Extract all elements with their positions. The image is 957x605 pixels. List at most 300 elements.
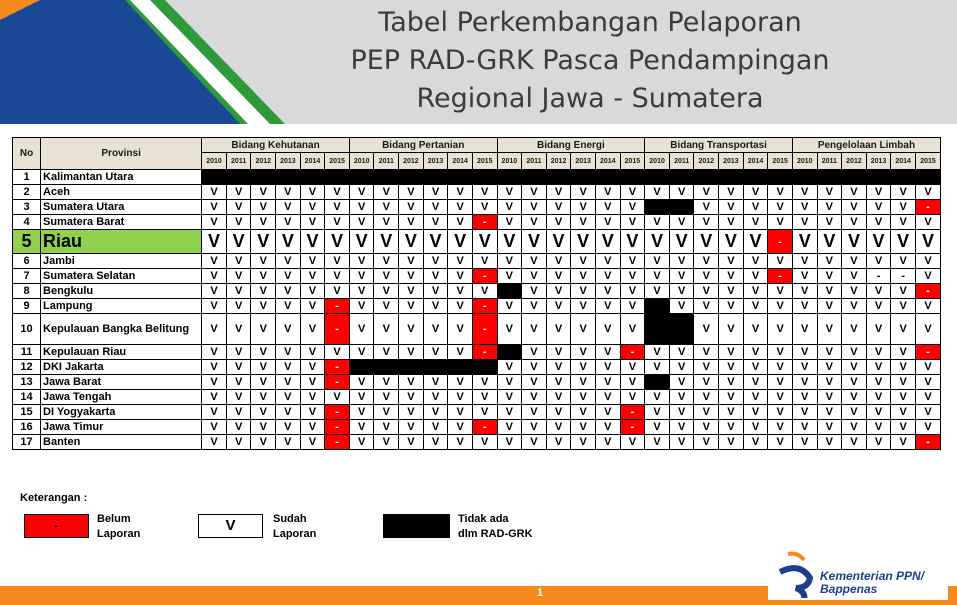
table-row [13, 314, 941, 345]
status-done-cell: V [792, 254, 817, 269]
row-number: 16 [13, 420, 41, 435]
status-done-cell: V [817, 299, 842, 314]
status-done-cell: V [325, 230, 350, 254]
status-done-cell: V [792, 215, 817, 230]
status-done-cell: V [202, 215, 227, 230]
row-number: 12 [13, 360, 41, 375]
title-line-2: PEP RAD-GRK Pasca Pendampingan [350, 45, 830, 76]
status-done-cell: V [792, 360, 817, 375]
status-pending-cell: - [915, 200, 940, 215]
status-done-cell: V [571, 375, 596, 390]
status-done-cell: V [595, 390, 620, 405]
status-done-cell: V [915, 360, 940, 375]
status-none-cell [472, 360, 497, 375]
status-pending-cell: - [620, 345, 645, 360]
status-done-cell: V [226, 284, 251, 299]
row-number: 9 [13, 299, 41, 314]
status-done-cell: V [325, 200, 350, 215]
table-row [13, 284, 941, 299]
status-done-cell: V [743, 269, 768, 284]
status-none-cell [645, 200, 670, 215]
title-line-1: Tabel Perkembangan Pelaporan [378, 7, 802, 38]
status-done-cell: V [276, 230, 301, 254]
status-pending-cell: - [472, 420, 497, 435]
reporting-status-table [12, 137, 941, 450]
year-header: 2010 [497, 153, 522, 170]
status-done-cell: V [595, 299, 620, 314]
row-number: 5 [13, 230, 41, 254]
status-done-cell: V [251, 345, 276, 360]
status-done-cell: V [694, 269, 719, 284]
status-done-cell: V [595, 375, 620, 390]
status-done-cell: V [620, 185, 645, 200]
status-done-cell: V [399, 420, 424, 435]
status-done-cell: V [276, 375, 301, 390]
status-pending-cell: - [915, 435, 940, 450]
status-done-cell: V [276, 405, 301, 420]
status-done-cell: V [817, 405, 842, 420]
status-done-cell: V [423, 345, 448, 360]
status-done-cell: V [915, 269, 940, 284]
status-done-cell: V [325, 269, 350, 284]
status-done-cell: V [448, 314, 473, 345]
status-done-cell: V [546, 390, 571, 405]
status-done-cell: V [423, 230, 448, 254]
status-done-cell: V [842, 215, 867, 230]
status-done-cell: V [497, 185, 522, 200]
status-done-cell: V [472, 375, 497, 390]
province-name: Bengkulu [41, 284, 202, 299]
status-done-cell: V [497, 375, 522, 390]
status-done-cell: V [719, 405, 744, 420]
province-name: Lampung [41, 299, 202, 314]
status-done-cell: V [817, 230, 842, 254]
table-row [13, 254, 941, 269]
row-number: 8 [13, 284, 41, 299]
status-done-cell: V [743, 345, 768, 360]
status-done-cell: V [866, 375, 891, 390]
status-done-cell: V [891, 254, 916, 269]
status-done-cell: V [202, 284, 227, 299]
table-row [13, 185, 941, 200]
status-done-cell: V [399, 269, 424, 284]
status-none-cell [202, 170, 227, 185]
status-done-cell: V [423, 375, 448, 390]
status-done-cell: V [399, 435, 424, 450]
status-done-cell: V [374, 284, 399, 299]
status-pending-cell: - [915, 284, 940, 299]
status-done-cell: V [399, 200, 424, 215]
status-done-cell: V [546, 215, 571, 230]
status-done-cell: V [325, 390, 350, 405]
status-none-cell [472, 170, 497, 185]
status-none-cell [423, 170, 448, 185]
status-none-cell [571, 170, 596, 185]
status-done-cell: V [915, 299, 940, 314]
status-done-cell: V [915, 375, 940, 390]
status-done-cell: V [915, 230, 940, 254]
status-done-cell: V [891, 185, 916, 200]
status-none-cell [546, 170, 571, 185]
status-done-cell: V [620, 269, 645, 284]
row-number: 4 [13, 215, 41, 230]
status-done-cell: V [251, 375, 276, 390]
status-done-cell: V [817, 390, 842, 405]
status-done-cell: V [399, 314, 424, 345]
status-done-cell: V [743, 284, 768, 299]
status-done-cell: V [472, 230, 497, 254]
province-name: DKI Jakarta [41, 360, 202, 375]
status-done-cell: V [620, 299, 645, 314]
status-done-cell: V [399, 215, 424, 230]
status-done-cell: V [817, 284, 842, 299]
status-done-cell: V [251, 390, 276, 405]
status-done-cell: V [669, 284, 694, 299]
status-done-cell: V [423, 284, 448, 299]
status-done-cell: V [374, 390, 399, 405]
status-done-cell: V [694, 185, 719, 200]
status-done-cell: V [276, 345, 301, 360]
status-done-cell: V [743, 299, 768, 314]
status-done-cell: V [522, 420, 547, 435]
status-done-cell: V [842, 360, 867, 375]
year-header: 2015 [915, 153, 940, 170]
year-header: 2015 [768, 153, 793, 170]
status-done-cell: V [866, 420, 891, 435]
status-done-cell: V [202, 390, 227, 405]
status-none-cell [448, 170, 473, 185]
status-done-cell: V [202, 254, 227, 269]
status-done-cell: V [719, 269, 744, 284]
legend-done-label: Sudah Laporan [273, 513, 317, 540]
status-done-cell: V [497, 230, 522, 254]
status-none-cell [300, 170, 325, 185]
status-none-cell [251, 170, 276, 185]
status-done-cell: V [349, 420, 374, 435]
status-none-cell [522, 170, 547, 185]
status-done-cell: V [497, 269, 522, 284]
status-done-cell: V [768, 435, 793, 450]
status-done-cell: V [768, 420, 793, 435]
status-done-cell: V [645, 230, 670, 254]
status-done-cell: V [423, 314, 448, 345]
status-done-cell: V [497, 254, 522, 269]
status-done-cell: V [423, 215, 448, 230]
status-pending-cell: - [620, 420, 645, 435]
status-done-cell: V [842, 420, 867, 435]
status-done-cell: V [497, 215, 522, 230]
year-header: 2014 [595, 153, 620, 170]
row-number: 11 [13, 345, 41, 360]
status-done-cell: V [448, 299, 473, 314]
status-done-cell: V [522, 254, 547, 269]
status-done-cell: V [374, 314, 399, 345]
group-header: Bidang Transportasi [645, 138, 793, 153]
status-done-cell: V [325, 254, 350, 269]
status-done-cell: V [719, 420, 744, 435]
status-done-cell: V [595, 284, 620, 299]
status-done-cell: V [571, 230, 596, 254]
row-number: 15 [13, 405, 41, 420]
status-done-cell: V [645, 284, 670, 299]
status-none-cell [399, 170, 424, 185]
status-done-cell: V [522, 405, 547, 420]
status-done-cell: V [300, 254, 325, 269]
status-done-cell: V [891, 284, 916, 299]
status-done-cell: V [694, 299, 719, 314]
status-done-cell: V [448, 254, 473, 269]
status-done-cell: V [645, 360, 670, 375]
status-pending-cell: - [472, 299, 497, 314]
status-done-cell: V [743, 405, 768, 420]
status-none-cell [226, 170, 251, 185]
status-done-cell: V [374, 375, 399, 390]
year-header: 2015 [472, 153, 497, 170]
status-done-cell: V [300, 375, 325, 390]
status-done-cell: V [251, 269, 276, 284]
status-done-cell: V [743, 390, 768, 405]
status-done-cell: V [694, 284, 719, 299]
status-done-cell: V [842, 284, 867, 299]
status-done-cell: V [251, 230, 276, 254]
status-pending-cell: - [866, 269, 891, 284]
table-row [13, 170, 941, 185]
status-done-cell: V [866, 215, 891, 230]
status-none-cell [448, 360, 473, 375]
status-done-cell: V [768, 299, 793, 314]
status-done-cell: V [374, 299, 399, 314]
status-done-cell: V [546, 405, 571, 420]
status-done-cell: V [374, 269, 399, 284]
table-row [13, 230, 941, 254]
header-provinsi: Provinsi [41, 138, 202, 170]
status-done-cell: V [842, 405, 867, 420]
status-done-cell: V [915, 185, 940, 200]
status-done-cell: V [349, 435, 374, 450]
status-done-cell: V [349, 254, 374, 269]
status-done-cell: V [595, 435, 620, 450]
status-done-cell: V [472, 200, 497, 215]
table-row [13, 360, 941, 375]
corner-decoration-icon [0, 0, 290, 124]
status-done-cell: V [595, 185, 620, 200]
status-pending-cell: - [891, 269, 916, 284]
status-none-cell [374, 360, 399, 375]
status-done-cell: V [620, 284, 645, 299]
status-none-cell [645, 375, 670, 390]
year-header: 2013 [423, 153, 448, 170]
status-done-cell: V [251, 299, 276, 314]
status-done-cell: V [891, 200, 916, 215]
status-done-cell: V [349, 230, 374, 254]
status-done-cell: V [251, 185, 276, 200]
province-name: Kalimantan Utara [41, 170, 202, 185]
status-done-cell: V [571, 360, 596, 375]
status-done-cell: V [891, 230, 916, 254]
status-none-cell [497, 170, 522, 185]
status-done-cell: V [866, 314, 891, 345]
bappenas-logo [768, 548, 948, 600]
status-none-cell [817, 170, 842, 185]
status-done-cell: V [399, 254, 424, 269]
status-done-cell: V [891, 360, 916, 375]
status-pending-cell: - [325, 360, 350, 375]
status-done-cell: V [399, 375, 424, 390]
status-none-cell [645, 299, 670, 314]
status-done-cell: V [743, 200, 768, 215]
status-done-cell: V [546, 360, 571, 375]
year-header: 2010 [202, 153, 227, 170]
status-done-cell: V [226, 185, 251, 200]
status-done-cell: V [694, 345, 719, 360]
year-header: 2013 [866, 153, 891, 170]
status-done-cell: V [891, 405, 916, 420]
status-done-cell: V [694, 420, 719, 435]
status-done-cell: V [743, 360, 768, 375]
status-done-cell: V [571, 299, 596, 314]
status-done-cell: V [719, 299, 744, 314]
status-done-cell: V [374, 185, 399, 200]
status-none-cell [792, 170, 817, 185]
status-done-cell: V [399, 345, 424, 360]
status-done-cell: V [497, 314, 522, 345]
status-done-cell: V [202, 360, 227, 375]
status-done-cell: V [448, 345, 473, 360]
status-done-cell: V [792, 314, 817, 345]
status-done-cell: V [497, 200, 522, 215]
status-done-cell: V [669, 345, 694, 360]
table-row [13, 375, 941, 390]
province-name: Sumatera Barat [41, 215, 202, 230]
status-done-cell: V [595, 360, 620, 375]
page-number: 1 [536, 587, 544, 599]
status-done-cell: V [522, 215, 547, 230]
status-done-cell: V [620, 230, 645, 254]
row-number: 7 [13, 269, 41, 284]
status-done-cell: V [546, 345, 571, 360]
status-none-cell [915, 170, 940, 185]
status-done-cell: V [595, 314, 620, 345]
status-done-cell: V [645, 420, 670, 435]
status-done-cell: V [866, 435, 891, 450]
status-done-cell: V [300, 299, 325, 314]
status-done-cell: V [645, 185, 670, 200]
status-done-cell: V [595, 200, 620, 215]
status-done-cell: V [374, 420, 399, 435]
page-title [290, 4, 890, 118]
status-done-cell: V [349, 299, 374, 314]
status-done-cell: V [374, 435, 399, 450]
status-done-cell: V [546, 435, 571, 450]
status-done-cell: V [399, 390, 424, 405]
status-done-cell: V [546, 420, 571, 435]
status-done-cell: V [276, 284, 301, 299]
status-done-cell: V [645, 215, 670, 230]
status-done-cell: V [325, 345, 350, 360]
status-done-cell: V [842, 390, 867, 405]
status-done-cell: V [768, 215, 793, 230]
status-done-cell: V [202, 269, 227, 284]
status-done-cell: V [300, 420, 325, 435]
status-done-cell: V [276, 390, 301, 405]
status-done-cell: V [546, 314, 571, 345]
status-done-cell: V [743, 435, 768, 450]
status-done-cell: V [866, 345, 891, 360]
status-done-cell: V [595, 215, 620, 230]
status-done-cell: V [300, 185, 325, 200]
status-done-cell: V [620, 435, 645, 450]
status-done-cell: V [915, 405, 940, 420]
status-done-cell: V [226, 269, 251, 284]
status-done-cell: V [719, 345, 744, 360]
status-done-cell: V [325, 215, 350, 230]
status-done-cell: V [743, 420, 768, 435]
status-none-cell [276, 170, 301, 185]
status-done-cell: V [768, 200, 793, 215]
status-done-cell: V [891, 215, 916, 230]
status-done-cell: V [915, 215, 940, 230]
status-done-cell: V [226, 405, 251, 420]
status-done-cell: V [669, 185, 694, 200]
status-done-cell: V [251, 420, 276, 435]
status-done-cell: V [669, 230, 694, 254]
status-done-cell: V [719, 375, 744, 390]
status-done-cell: V [768, 185, 793, 200]
status-done-cell: V [448, 215, 473, 230]
status-done-cell: V [300, 284, 325, 299]
status-pending-cell: - [472, 345, 497, 360]
status-done-cell: V [399, 299, 424, 314]
status-done-cell: V [866, 390, 891, 405]
status-done-cell: V [399, 230, 424, 254]
status-done-cell: V [349, 375, 374, 390]
status-done-cell: V [497, 435, 522, 450]
status-done-cell: V [300, 215, 325, 230]
status-done-cell: V [226, 215, 251, 230]
status-pending-cell: - [768, 269, 793, 284]
status-done-cell: V [325, 185, 350, 200]
status-done-cell: V [448, 375, 473, 390]
status-done-cell: V [522, 200, 547, 215]
status-done-cell: V [276, 420, 301, 435]
status-done-cell: V [817, 360, 842, 375]
status-done-cell: V [522, 360, 547, 375]
bappenas-logo-icon [774, 550, 820, 598]
status-pending-cell: - [915, 345, 940, 360]
status-done-cell: V [842, 435, 867, 450]
province-name: Jambi [41, 254, 202, 269]
year-header: 2011 [817, 153, 842, 170]
table-row [13, 269, 941, 284]
status-done-cell: V [571, 420, 596, 435]
status-done-cell: V [842, 269, 867, 284]
status-done-cell: V [571, 185, 596, 200]
status-pending-cell: - [325, 405, 350, 420]
status-done-cell: V [571, 200, 596, 215]
legend-none-swatch [383, 514, 450, 538]
row-number: 1 [13, 170, 41, 185]
year-header: 2014 [743, 153, 768, 170]
group-header: Bidang Kehutanan [202, 138, 350, 153]
status-done-cell: V [891, 345, 916, 360]
status-done-cell: V [866, 405, 891, 420]
status-done-cell: V [472, 254, 497, 269]
status-done-cell: V [768, 360, 793, 375]
row-number: 17 [13, 435, 41, 450]
status-done-cell: V [842, 200, 867, 215]
year-header: 2010 [645, 153, 670, 170]
status-done-cell: V [349, 390, 374, 405]
